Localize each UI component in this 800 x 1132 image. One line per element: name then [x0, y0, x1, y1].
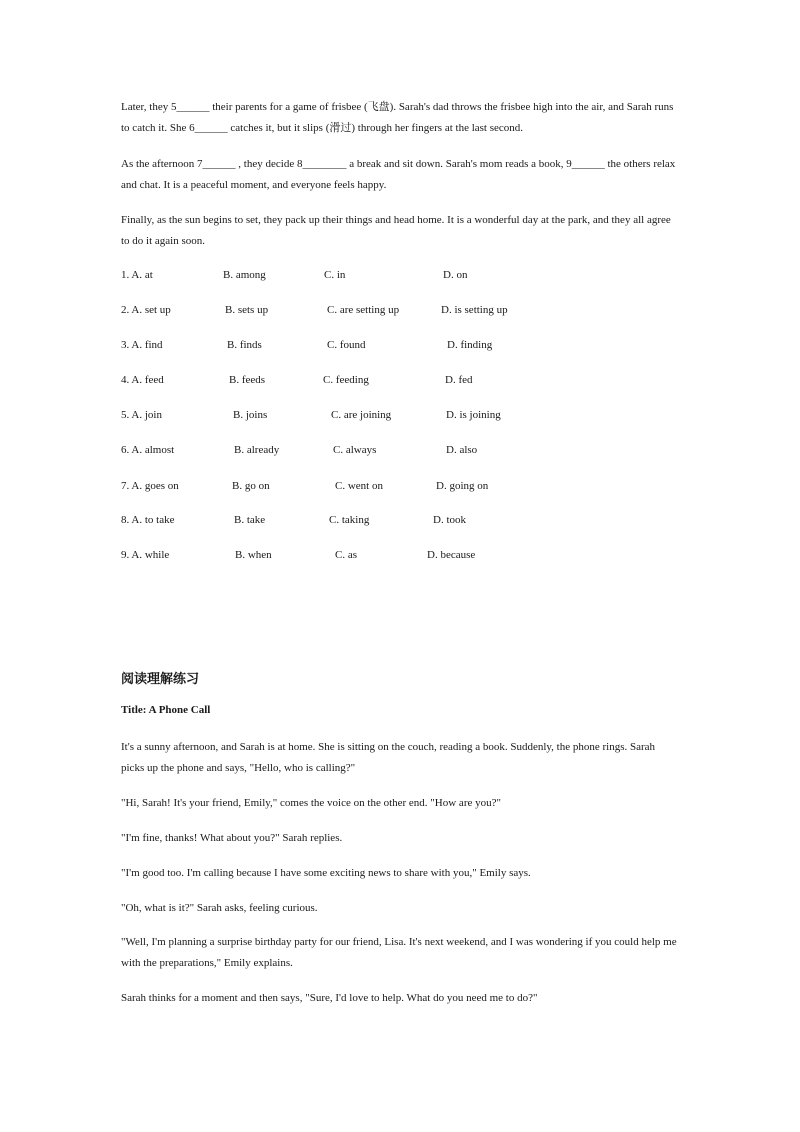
option-a: 9. A. while [121, 549, 170, 561]
option-d: D. is joining [446, 409, 501, 421]
reading-paragraph: "Oh, what is it?" Sarah asks, feeling curious. [121, 902, 318, 914]
option-c: C. taking [329, 514, 370, 526]
reading-paragraph: "Hi, Sarah! It's your friend, Emily," comes the voice on the other end. "How are you?" [121, 797, 501, 809]
option-d: D. because [427, 549, 476, 561]
reading-title: Title: A Phone Call [121, 704, 211, 716]
question-row [121, 480, 641, 496]
question-row [121, 269, 641, 285]
option-a: 3. A. find [121, 339, 163, 351]
option-c: C. went on [335, 480, 383, 492]
option-b: B. sets up [225, 304, 269, 316]
option-c: C. as [335, 549, 357, 561]
passage-paragraph: As the afternoon 7______ , they decide 8________ a break and sit down. Sarah's mom reads a book, 9______ the others relax and chat. It is a peaceful moment, and everyone feels happy. [121, 158, 676, 191]
option-d: D. is setting up [441, 304, 508, 316]
option-d: D. going on [436, 480, 489, 492]
reading-paragraph: Sarah thinks for a moment and then says, "Sure, I'd love to help. What do you need me to do?" [121, 992, 538, 1004]
option-d: D. also [446, 444, 478, 456]
reading-paragraph: It's a sunny afternoon, and Sarah is at home. She is sitting on the couch, reading a book. Suddenly, the phone rings. Sarah picks up the phone and says, "Hello, who is calling?" [121, 741, 656, 774]
option-d: D. fed [445, 374, 473, 386]
option-a: 4. A. feed [121, 374, 164, 386]
option-b: B. feeds [229, 374, 266, 386]
option-c: C. are setting up [327, 304, 400, 316]
option-a: 1. A. at [121, 269, 153, 281]
question-row [121, 339, 641, 355]
option-d: D. on [443, 269, 468, 281]
option-c: C. feeding [323, 374, 369, 386]
option-b: B. when [235, 549, 272, 561]
question-row [121, 374, 641, 390]
option-b: B. among [223, 269, 266, 281]
option-a: 5. A. join [121, 409, 162, 421]
option-b: B. go on [232, 480, 270, 492]
option-b: B. joins [233, 409, 268, 421]
question-row [121, 304, 641, 320]
section-heading: 阅读理解练习 [121, 672, 200, 687]
option-c: C. are joining [331, 409, 392, 421]
option-c: C. found [327, 339, 366, 351]
question-row [121, 549, 641, 565]
option-d: D. finding [447, 339, 493, 351]
option-a: 8. A. to take [121, 514, 175, 526]
passage-paragraph: Later, they 5______ their parents for a game of frisbee (飞盘). Sarah's dad throws the frisbee high into the air, and Sarah runs to catch it. She 6______ catches it, but it slips (滑过) through her fingers at the last second. [121, 101, 674, 134]
reading-paragraph: "Well, I'm planning a surprise birthday party for our friend, Lisa. It's next weekend, and I was wondering if you could help me with the preparations," Emily explains. [121, 936, 677, 969]
passage-paragraph: Finally, as the sun begins to set, they pack up their things and head home. It is a wonderful day at the park, and they all agree to do it again soon. [121, 214, 671, 247]
reading-paragraph: "I'm good too. I'm calling because I have some exciting news to share with you," Emily says. [121, 867, 531, 879]
question-row [121, 514, 641, 530]
option-b: B. already [234, 444, 280, 456]
option-c: C. in [324, 269, 346, 281]
option-b: B. finds [227, 339, 262, 351]
question-row [121, 409, 641, 425]
reading-paragraph: "I'm fine, thanks! What about you?" Sarah replies. [121, 832, 343, 844]
option-a: 6. A. almost [121, 444, 175, 456]
option-a: 2. A. set up [121, 304, 171, 316]
option-b: B. take [234, 514, 266, 526]
question-row [121, 444, 641, 460]
option-d: D. took [433, 514, 466, 526]
option-a: 7. A. goes on [121, 480, 179, 492]
option-c: C. always [333, 444, 377, 456]
